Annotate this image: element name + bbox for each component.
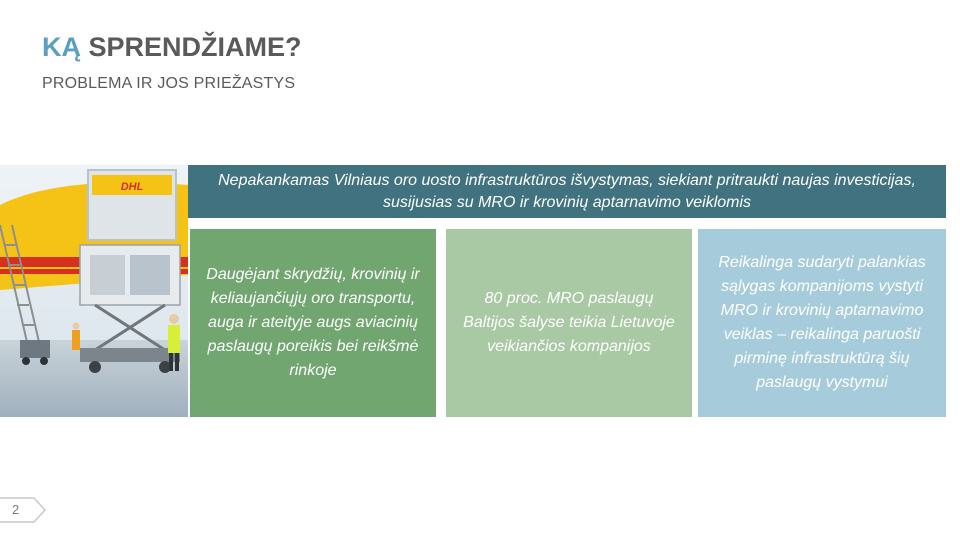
slide-subtitle: PROBLEMA IR JOS PRIEŽASTYS <box>42 75 296 92</box>
title-accent: KĄ <box>42 32 81 62</box>
cargo-loading-photo <box>0 165 188 417</box>
problem-banner: Nepakankamas Vilniaus oro uosto infrastruktūros išvystymas, siekiant pritraukti naujas investicijas, susijusias su MRO ir krovinių aptarnavimo veiklomis <box>188 165 946 218</box>
slide-title <box>42 32 302 63</box>
dhl-logo: DHL <box>120 181 144 193</box>
page-number-tab <box>0 497 46 523</box>
cause-box-growth: Daugėjant skrydžių, krovinių ir keliaujančiųjų oro transportu, auga ir ateityje augs aviacinių paslaugų poreikis bei reikšmė rinkoje <box>190 229 436 417</box>
page-number: 2 <box>12 502 20 517</box>
cause-box-market-share: 80 proc. MRO paslaugų Baltijos šalyse teikia Lietuvoje veikiančios kompanijos <box>446 229 692 417</box>
cause-box-infrastructure: Reikalinga sudaryti palankias sąlygas kompanijoms vystyti MRO ir krovinių aptarnavimo veiklas – reikalinga paruošti pirminę infrastruktūrą šių paslaugų vystymui <box>698 229 946 417</box>
title-rest: SPRENDŽIAME? <box>81 32 302 62</box>
